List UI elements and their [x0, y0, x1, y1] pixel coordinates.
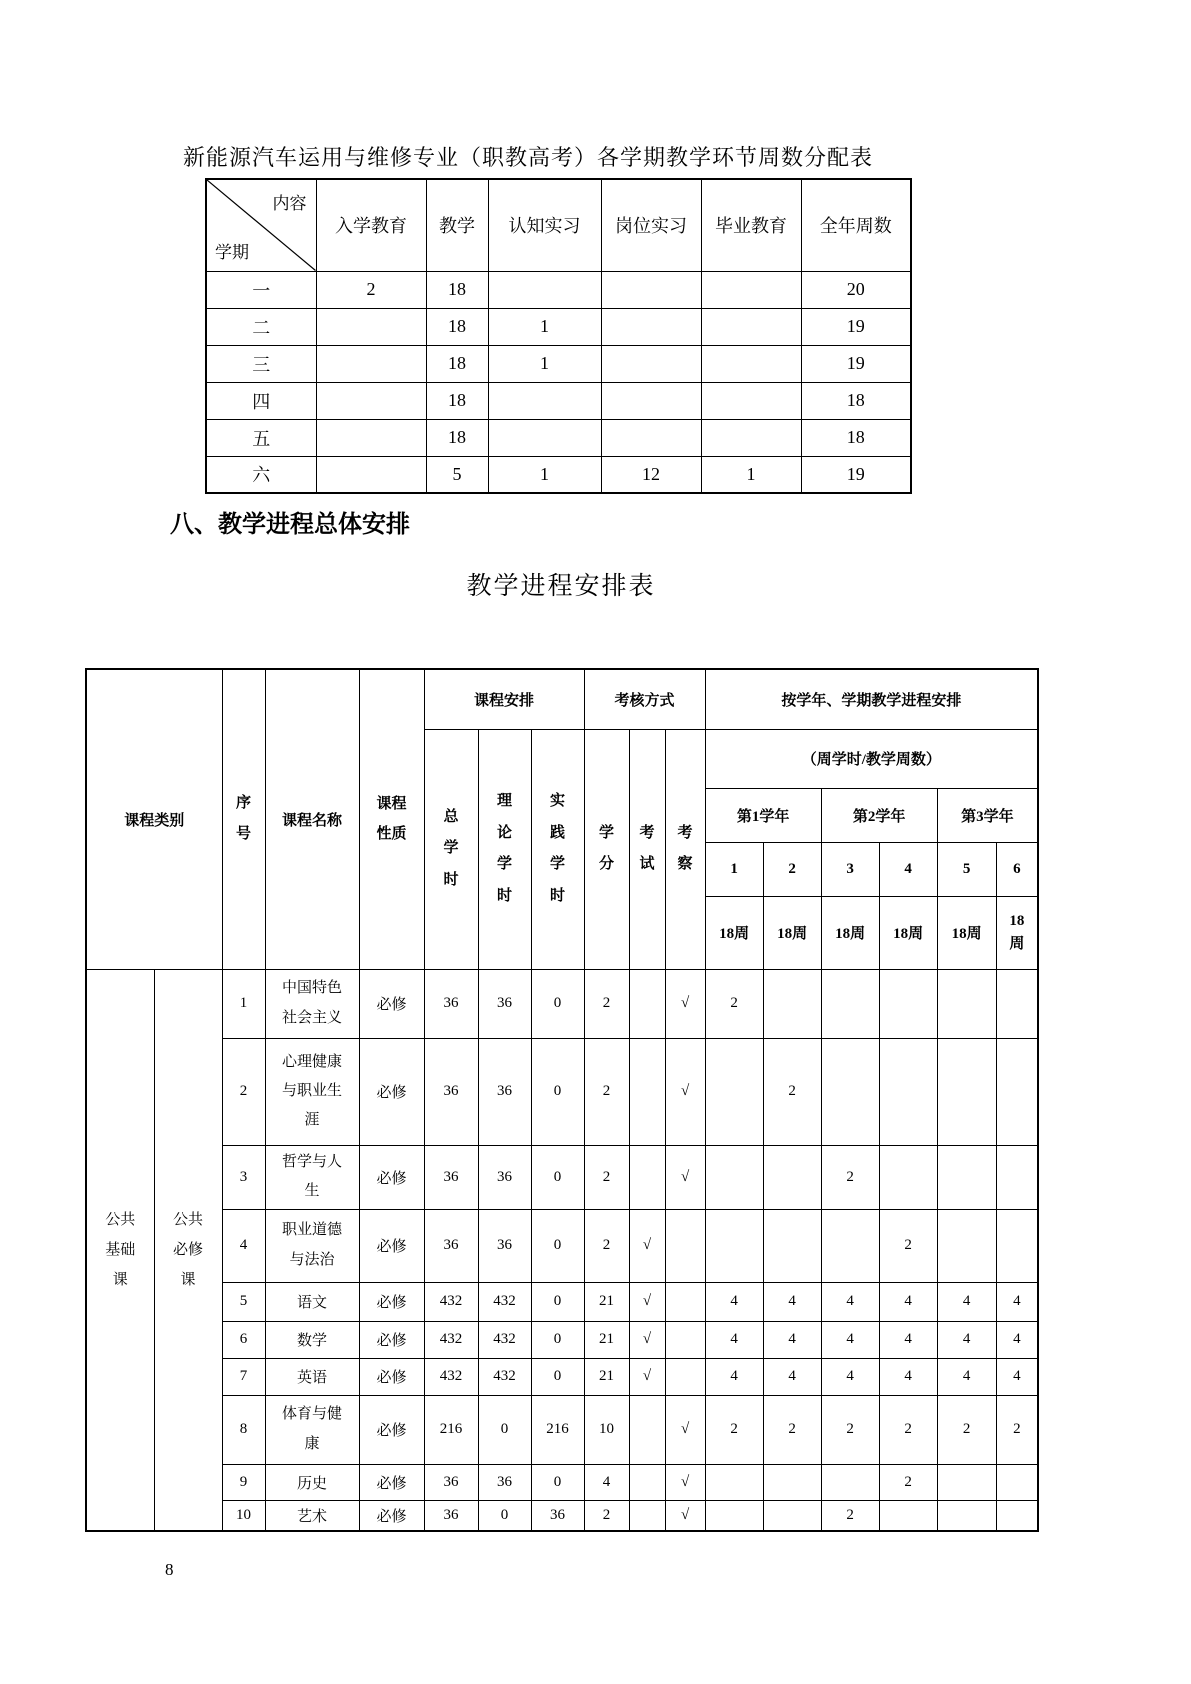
sem-hours-cell: [821, 1464, 879, 1500]
theory-hours-cell: 432: [478, 1358, 531, 1395]
table-row: [86, 1321, 1038, 1358]
header-cell-sem1: 1: [705, 842, 763, 896]
seq-cell: 9: [222, 1464, 265, 1500]
course-nature-cell: 必修: [359, 1464, 424, 1500]
header-cell-year2: 第2学年: [821, 788, 937, 842]
data-cell: 18: [426, 271, 488, 308]
category-group-label: 公共基础课: [105, 1211, 136, 1288]
sem-hours-cell: 4: [705, 1358, 763, 1395]
total-hours-cell: 432: [424, 1282, 478, 1321]
table-row: [206, 308, 911, 345]
header-cell-theory-hours: [478, 729, 531, 969]
total-hours-cell: 36: [424, 1500, 478, 1531]
data-cell: [601, 419, 701, 456]
practice-hours-cell: 0: [531, 1282, 584, 1321]
diagonal-header-cell: [206, 179, 316, 271]
credits-cell: 2: [584, 1145, 629, 1209]
sem-hours-cell: [937, 1209, 996, 1282]
total-hours-cell: 36: [424, 1209, 478, 1282]
sem-hours-cell: [937, 1500, 996, 1531]
sem-hours-cell: 4: [705, 1321, 763, 1358]
table-row: [86, 969, 1038, 1038]
sem-hours-cell: [879, 1500, 937, 1531]
seq-cell: 2: [222, 1038, 265, 1145]
header-cell: 岗位实习: [601, 179, 701, 271]
seq-cell: 5: [222, 1282, 265, 1321]
sem-hours-cell: [937, 1038, 996, 1145]
course-name-cell: 数学: [265, 1321, 359, 1358]
header-cell: 全年周数: [801, 179, 911, 271]
table-row: [86, 1209, 1038, 1282]
data-cell: 20: [801, 271, 911, 308]
exam-label: 考试: [639, 824, 655, 872]
theory-hours-cell: 0: [478, 1395, 531, 1464]
data-cell: [701, 382, 801, 419]
data-cell: 1: [488, 345, 601, 382]
course-nature-cell: 必修: [359, 969, 424, 1038]
seq-cell: 10: [222, 1500, 265, 1531]
table-row: [206, 345, 911, 382]
theory-hours-cell: 36: [478, 1038, 531, 1145]
data-cell: 18: [426, 308, 488, 345]
sem-hours-cell: [996, 1500, 1038, 1531]
corner-label-semester: 学期: [215, 242, 249, 262]
weeks-distribution-table: [205, 178, 912, 494]
sem-hours-cell: 4: [879, 1321, 937, 1358]
data-cell: 19: [801, 456, 911, 493]
inspection-check-cell: [665, 1321, 705, 1358]
table-row: [86, 1464, 1038, 1500]
data-cell: 18: [801, 382, 911, 419]
sem-hours-cell: 2: [879, 1464, 937, 1500]
inspection-check-cell: [665, 1358, 705, 1395]
theory-hours-cell: 0: [478, 1500, 531, 1531]
data-cell: 1: [701, 456, 801, 493]
sem-hours-cell: [821, 1038, 879, 1145]
course-nature-cell: 必修: [359, 1500, 424, 1531]
table-row: [86, 1358, 1038, 1395]
sem-hours-cell: 4: [705, 1282, 763, 1321]
header-cell-year1: 第1学年: [705, 788, 821, 842]
exam-check-cell: √: [629, 1282, 665, 1321]
theory-hours-cell: 36: [478, 1209, 531, 1282]
category-subgroup-label: 公共必修课: [172, 1211, 203, 1288]
theory-hours-cell: 36: [478, 1464, 531, 1500]
table1-header-row: [206, 179, 911, 271]
practice-hours-cell: 0: [531, 1358, 584, 1395]
sem-hours-cell: [705, 1464, 763, 1500]
sem-hours-cell: [879, 969, 937, 1038]
sem-hours-cell: [705, 1209, 763, 1282]
total-hours-cell: 36: [424, 1464, 478, 1500]
course-nature-cell: 必修: [359, 1282, 424, 1321]
row-label-cell: 二: [206, 308, 316, 345]
credits-cell: 21: [584, 1358, 629, 1395]
header-cell-sem5: 5: [937, 842, 996, 896]
inspection-check-cell: √: [665, 969, 705, 1038]
course-nature-cell: 必修: [359, 1038, 424, 1145]
sem-hours-cell: 4: [937, 1321, 996, 1358]
category-group-cell: [86, 969, 154, 1531]
section-heading: 八、教学进程总体安排: [170, 511, 410, 538]
data-cell: 19: [801, 308, 911, 345]
inspection-check-cell: √: [665, 1145, 705, 1209]
header-cell-weeks5: 18周: [937, 896, 996, 969]
total-hours-cell: 432: [424, 1358, 478, 1395]
sem-hours-cell: [996, 1209, 1038, 1282]
sem-hours-cell: 2: [705, 1395, 763, 1464]
sem-hours-cell: 2: [705, 969, 763, 1038]
inspection-check-cell: [665, 1209, 705, 1282]
course-nature-label: 课程性质: [376, 796, 407, 843]
data-cell: [316, 308, 426, 345]
sem-hours-cell: [996, 1038, 1038, 1145]
header-cell-exam: [629, 729, 665, 969]
total-hours-cell: 36: [424, 1038, 478, 1145]
data-cell: 1: [488, 308, 601, 345]
exam-check-cell: √: [629, 1209, 665, 1282]
header-cell-sem2: 2: [763, 842, 821, 896]
seq-cell: 4: [222, 1209, 265, 1282]
data-cell: [488, 382, 601, 419]
sem-hours-cell: 4: [879, 1358, 937, 1395]
sem-hours-cell: 4: [996, 1282, 1038, 1321]
data-cell: 2: [316, 271, 426, 308]
table-row: [86, 1145, 1038, 1209]
sem-hours-cell: [705, 1145, 763, 1209]
inspection-check-cell: √: [665, 1464, 705, 1500]
sem-hours-cell: 2: [996, 1395, 1038, 1464]
exam-check-cell: [629, 1395, 665, 1464]
row-label-cell: 四: [206, 382, 316, 419]
data-cell: 5: [426, 456, 488, 493]
sem-hours-cell: [996, 969, 1038, 1038]
data-cell: [601, 345, 701, 382]
header-cell: 教学: [426, 179, 488, 271]
course-name-cell: 心理健康与职业生涯: [265, 1038, 359, 1145]
theory-hours-label: 理论学时: [497, 793, 513, 904]
row-label-cell: 三: [206, 345, 316, 382]
credits-cell: 4: [584, 1464, 629, 1500]
header-cell-arrangement-group: 课程安排: [424, 669, 584, 729]
row-label-cell: 六: [206, 456, 316, 493]
seq-cell: 7: [222, 1358, 265, 1395]
total-hours-cell: 36: [424, 1145, 478, 1209]
exam-check-cell: [629, 1464, 665, 1500]
credits-cell: 2: [584, 1038, 629, 1145]
sem-hours-cell: [937, 1464, 996, 1500]
sem-hours-cell: 4: [937, 1358, 996, 1395]
header-cell-assessment-group: 考核方式: [584, 669, 705, 729]
table-row: [206, 382, 911, 419]
sem-hours-cell: 2: [821, 1395, 879, 1464]
category-subgroup-cell: [154, 969, 222, 1531]
practice-hours-cell: 0: [531, 1145, 584, 1209]
header-cell: 入学教育: [316, 179, 426, 271]
header-cell-seq: [222, 669, 265, 969]
practice-hours-cell: 0: [531, 1209, 584, 1282]
weeks6-label: 18周: [1009, 913, 1025, 952]
total-hours-cell: 36: [424, 969, 478, 1038]
table-row: [206, 456, 911, 493]
theory-hours-cell: 432: [478, 1282, 531, 1321]
sem-hours-cell: [763, 1209, 821, 1282]
data-cell: 12: [601, 456, 701, 493]
exam-check-cell: [629, 1038, 665, 1145]
credits-cell: 21: [584, 1321, 629, 1358]
data-cell: [316, 419, 426, 456]
data-cell: 18: [426, 345, 488, 382]
credits-label: 学分: [599, 824, 615, 872]
table-row: [206, 271, 911, 308]
data-cell: [316, 456, 426, 493]
theory-hours-cell: 432: [478, 1321, 531, 1358]
data-cell: 18: [426, 419, 488, 456]
total-hours-cell: 432: [424, 1321, 478, 1358]
course-nature-cell: 必修: [359, 1321, 424, 1358]
course-nature-cell: 必修: [359, 1358, 424, 1395]
header-cell-progress-note: （周学时/教学周数）: [705, 729, 1038, 788]
table2-title: 教学进程安排表: [466, 573, 656, 600]
sem-hours-cell: 4: [763, 1358, 821, 1395]
sem-hours-cell: 4: [821, 1282, 879, 1321]
data-cell: [488, 419, 601, 456]
sem-hours-cell: 4: [879, 1282, 937, 1321]
header-cell-total-hours: [424, 729, 478, 969]
seq-cell: 3: [222, 1145, 265, 1209]
course-name-cell: 哲学与人生: [265, 1145, 359, 1209]
data-cell: [488, 271, 601, 308]
exam-check-cell: [629, 1500, 665, 1531]
sem-hours-cell: 4: [937, 1282, 996, 1321]
header-cell-course-nature: [359, 669, 424, 969]
data-cell: 18: [801, 419, 911, 456]
sem-hours-cell: [937, 1145, 996, 1209]
sem-hours-cell: 2: [821, 1145, 879, 1209]
header-cell-progress-group: 按学年、学期教学进程安排: [705, 669, 1038, 729]
sem-hours-cell: 2: [879, 1395, 937, 1464]
total-hours-cell: 216: [424, 1395, 478, 1464]
header-cell-credits: [584, 729, 629, 969]
exam-check-cell: √: [629, 1321, 665, 1358]
sem-hours-cell: [937, 969, 996, 1038]
exam-check-cell: √: [629, 1358, 665, 1395]
sem-hours-cell: [763, 969, 821, 1038]
sem-hours-cell: 4: [996, 1321, 1038, 1358]
row-label-cell: 一: [206, 271, 316, 308]
practice-hours-cell: 0: [531, 969, 584, 1038]
total-hours-label: 总学时: [443, 808, 459, 888]
table1-title: 新能源汽车运用与维修专业（职教高考）各学期教学环节周数分配表: [183, 145, 874, 170]
inspection-check-cell: √: [665, 1500, 705, 1531]
header-cell-sem4: 4: [879, 842, 937, 896]
header-cell-weeks2: 18周: [763, 896, 821, 969]
practice-hours-label: 实践学时: [550, 793, 566, 904]
credits-cell: 2: [584, 969, 629, 1038]
course-name-cell: 语文: [265, 1282, 359, 1321]
data-cell: [701, 345, 801, 382]
course-name-cell: 历史: [265, 1464, 359, 1500]
inspection-check-cell: [665, 1282, 705, 1321]
data-cell: [601, 382, 701, 419]
sem-hours-cell: [821, 1209, 879, 1282]
corner-label-content: 内容: [272, 194, 307, 213]
page-number: 8: [165, 1560, 174, 1579]
header-cell-weeks4: 18周: [879, 896, 937, 969]
sem-hours-cell: 2: [763, 1038, 821, 1145]
header-cell-course-name: 课程名称: [265, 669, 359, 969]
theory-hours-cell: 36: [478, 1145, 531, 1209]
table2-header-row-groups: [86, 669, 1038, 729]
sem-hours-cell: 2: [937, 1395, 996, 1464]
sem-hours-cell: [763, 1145, 821, 1209]
sem-hours-cell: 4: [763, 1282, 821, 1321]
theory-hours-cell: 36: [478, 969, 531, 1038]
sem-hours-cell: [879, 1145, 937, 1209]
inspection-label: 考察: [677, 824, 693, 872]
sem-hours-cell: [879, 1038, 937, 1145]
sem-hours-cell: [705, 1500, 763, 1531]
data-cell: [701, 271, 801, 308]
table-row: [86, 1038, 1038, 1145]
header-cell-practice-hours: [531, 729, 584, 969]
course-name-cell: 职业道德与法治: [265, 1209, 359, 1282]
sem-hours-cell: 4: [763, 1321, 821, 1358]
sem-hours-cell: [763, 1500, 821, 1531]
data-cell: [601, 308, 701, 345]
data-cell: 1: [488, 456, 601, 493]
header-cell-year3: 第3学年: [937, 788, 1038, 842]
inspection-check-cell: √: [665, 1038, 705, 1145]
data-cell: [601, 271, 701, 308]
seq-label: 序号: [236, 794, 252, 843]
table-row: [86, 1282, 1038, 1321]
header-cell-category: 课程类别: [86, 669, 222, 969]
practice-hours-cell: 0: [531, 1464, 584, 1500]
data-cell: 19: [801, 345, 911, 382]
sem-hours-cell: [821, 969, 879, 1038]
sem-hours-cell: [705, 1038, 763, 1145]
table-row: [206, 419, 911, 456]
exam-check-cell: [629, 969, 665, 1038]
exam-check-cell: [629, 1145, 665, 1209]
sem-hours-cell: 4: [821, 1321, 879, 1358]
credits-cell: 2: [584, 1500, 629, 1531]
inspection-check-cell: √: [665, 1395, 705, 1464]
row-label-cell: 五: [206, 419, 316, 456]
credits-cell: 21: [584, 1282, 629, 1321]
sem-hours-cell: [996, 1145, 1038, 1209]
table-row: [86, 1395, 1038, 1464]
header-cell-weeks1: 18周: [705, 896, 763, 969]
sem-hours-cell: 4: [821, 1358, 879, 1395]
practice-hours-cell: 0: [531, 1038, 584, 1145]
course-name-cell: 英语: [265, 1358, 359, 1395]
course-nature-cell: 必修: [359, 1145, 424, 1209]
sem-hours-cell: 4: [996, 1358, 1038, 1395]
data-cell: [316, 382, 426, 419]
practice-hours-cell: 216: [531, 1395, 584, 1464]
credits-cell: 2: [584, 1209, 629, 1282]
header-cell: 毕业教育: [701, 179, 801, 271]
teaching-progress-table: [85, 668, 1039, 1532]
header-cell-sem6: 6: [996, 842, 1038, 896]
data-cell: [701, 308, 801, 345]
data-cell: 18: [426, 382, 488, 419]
practice-hours-cell: 36: [531, 1500, 584, 1531]
header-cell-weeks3: 18周: [821, 896, 879, 969]
course-name-cell: 中国特色社会主义: [265, 969, 359, 1038]
seq-cell: 6: [222, 1321, 265, 1358]
data-cell: [701, 419, 801, 456]
sem-hours-cell: 2: [821, 1500, 879, 1531]
sem-hours-cell: [763, 1464, 821, 1500]
header-cell-inspection: [665, 729, 705, 969]
data-cell: [316, 345, 426, 382]
course-name-cell: 艺术: [265, 1500, 359, 1531]
sem-hours-cell: 2: [763, 1395, 821, 1464]
course-name-cell: 体育与健康: [265, 1395, 359, 1464]
header-cell-sem3: 3: [821, 842, 879, 896]
course-nature-cell: 必修: [359, 1209, 424, 1282]
seq-cell: 1: [222, 969, 265, 1038]
course-nature-cell: 必修: [359, 1395, 424, 1464]
seq-cell: 8: [222, 1395, 265, 1464]
table-row: [86, 1500, 1038, 1531]
header-cell: 认知实习: [488, 179, 601, 271]
header-cell-weeks6: [996, 896, 1038, 969]
practice-hours-cell: 0: [531, 1321, 584, 1358]
credits-cell: 10: [584, 1395, 629, 1464]
sem-hours-cell: 2: [879, 1209, 937, 1282]
sem-hours-cell: [996, 1464, 1038, 1500]
